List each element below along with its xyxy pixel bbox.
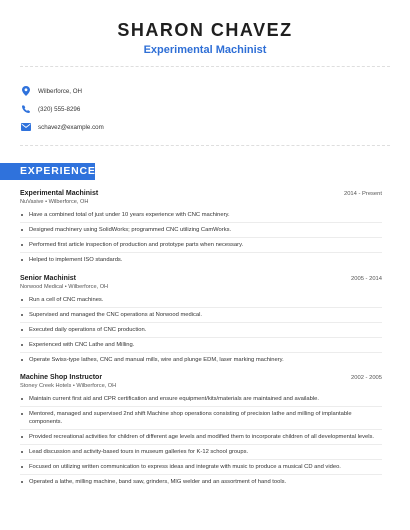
job-location: Wilberforce, OH — [48, 199, 89, 205]
job-company: NuVasive — [20, 199, 44, 205]
phone-icon — [20, 103, 32, 115]
job-bullet: Mentored, managed and supervised 2nd shift Machine shop operations consisting of precision lathe and milling of implantable components. — [20, 407, 382, 430]
phone-text: (320) 555-8296 — [38, 105, 81, 113]
contact-email — [20, 118, 104, 136]
job-location: Wilberforce, OH — [76, 383, 117, 389]
job-org: Stoney Creek Hotels • Wilberforce, OH — [20, 383, 117, 389]
experience-heading: EXPERIENCE — [0, 163, 95, 180]
job-entry — [20, 190, 382, 267]
email-text[interactable]: schavez@example.com — [38, 123, 104, 131]
job-bullet: Experienced with CNC Lathe and Milling. — [20, 338, 382, 353]
candidate-name: SHARON CHAVEZ — [117, 20, 293, 40]
job-bullet: Maintain current first aid and CPR certification and ensure equipment/kits/materials are maintained and available. — [20, 392, 382, 407]
job-dates: 2014 - Present — [343, 191, 382, 197]
job-bullet: Focused on utilizing written communication to express ideas and integrate with music to produce a musical CD and video. — [20, 460, 382, 475]
job-org: NuVasive • Wilberforce, OH — [20, 199, 89, 205]
job-bullet: Executed daily operations of CNC production. — [20, 323, 382, 338]
contact-location — [20, 82, 82, 100]
job-company: Norwood Medical — [20, 284, 64, 290]
job-bullet: Designed machinery using SolidWorks; programmed CNC utilizing CamWorks. — [20, 223, 382, 238]
job-location: Wilberforce, OH — [68, 284, 109, 290]
resume-header — [0, 0, 410, 57]
job-org: Norwood Medical • Wilberforce, OH — [20, 284, 109, 290]
job-entry — [20, 374, 382, 489]
job-bullet: Have a combined total of just under 10 years experience with CNC machinery. — [20, 208, 382, 223]
location-text: Wilberforce, OH — [38, 87, 83, 95]
job-bullet: Operate Swiss-type lathes, CNC and manual mills, wire and plunge EDM, laser marking machinery. — [20, 353, 382, 367]
job-bullet: Lead discussion and activity-based tours in museum galleries for K-12 school groups. — [20, 445, 382, 460]
job-bullet: Helped to implement ISO standards. — [20, 253, 382, 267]
job-bullet: Performed first article inspection of production and prototype parts when necessary. — [20, 238, 382, 253]
job-bullet: Run a cell of CNC machines. — [20, 293, 382, 308]
job-bullets — [20, 208, 382, 267]
map-pin-icon — [20, 85, 32, 97]
job-role: Experimental Machinist — [20, 190, 99, 197]
job-bullet: Operated a lathe, milling machine, band saw, grinders, MIG welder and an assortment of hand tools. — [20, 475, 382, 489]
contact-phone — [20, 100, 80, 118]
job-bullets — [20, 293, 382, 367]
job-role: Senior Machinist — [20, 275, 77, 282]
job-entry — [20, 275, 382, 367]
job-dates: 2005 - 2014 — [351, 276, 382, 282]
job-bullet: Supervised and managed the CNC operations at Norwood medical. — [20, 308, 382, 323]
header-divider — [20, 66, 390, 67]
job-bullets — [20, 392, 382, 489]
envelope-icon — [20, 121, 32, 133]
job-dates: 2002 - 2005 — [351, 375, 382, 381]
candidate-title: Experimental Machinist — [143, 44, 267, 56]
contact-divider — [20, 145, 390, 146]
job-role: Machine Shop Instructor — [20, 374, 103, 381]
job-company: Stoney Creek Hotels — [20, 383, 72, 389]
job-bullet: Provided recreational activities for children of different age levels and modified them to incorporate children of all developmental levels. — [20, 430, 382, 445]
